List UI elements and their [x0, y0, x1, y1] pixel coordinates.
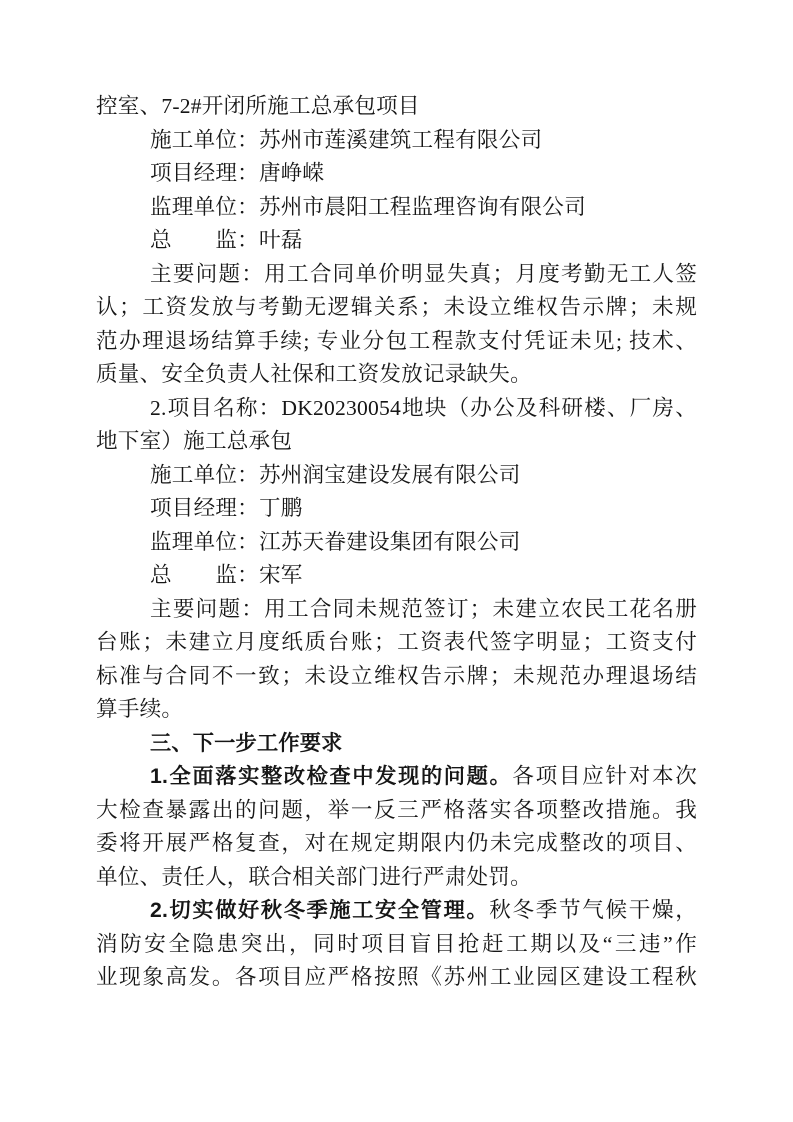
- line-text: 业现象高发。各项目应严格按照《苏州工业园区建设工程秋: [96, 965, 697, 989]
- document-line: [96, 124, 697, 158]
- line-bold-text: 三、下一步工作要求: [150, 731, 343, 755]
- line-bold-text: 1.全面落实整改检查中发现的问题。: [150, 765, 513, 788]
- document-line: [96, 727, 697, 761]
- document-line: [96, 157, 697, 191]
- line-text: 消防安全隐患突出，同时项目盲目抢赶工期以及“三违”作: [96, 931, 697, 956]
- line-text: 监理单位：江苏天眷建设集团有限公司: [150, 529, 521, 554]
- line-text: 委将开展严格复查，对在规定期限内仍未完成整改的项目、: [96, 831, 697, 855]
- document-line: [96, 526, 697, 560]
- document-line: [96, 760, 697, 794]
- line-text: 项目经理：丁鹏: [150, 496, 303, 520]
- line-text: 项目经理：唐峥嵘: [150, 161, 325, 185]
- line-text: 主要问题：用工合同单价明显失真；月度考勤无工人签: [150, 261, 697, 286]
- document-line: [96, 224, 697, 258]
- document-line: [96, 425, 697, 459]
- line-text: 台账；未建立月度纸质台账；工资表代签字明显；工资支付: [96, 630, 697, 654]
- line-text: 总 监：叶磊: [150, 228, 303, 252]
- line-text: 单位、责任人，联合相关部门进行严肃处罚。: [96, 864, 532, 889]
- line-text: 认；工资发放与考勤无逻辑关系；未设立维权告示牌；未规: [96, 295, 697, 319]
- document-line: [96, 861, 697, 895]
- line-text: 地下室）施工总承包: [96, 429, 293, 453]
- document-line: [96, 693, 697, 727]
- line-text: 标准与合同不一致；未设立维权告示牌；未规范办理退场结: [96, 663, 697, 688]
- document-line: [96, 459, 697, 493]
- document-line: [96, 325, 697, 359]
- line-text: 施工单位：苏州市莲溪建筑工程有限公司: [150, 127, 543, 152]
- document-line: [96, 358, 697, 392]
- line-text: 控室、7-2#开闭所施工总承包项目: [96, 94, 420, 118]
- document-line: [96, 258, 697, 292]
- document-line: [96, 559, 697, 593]
- line-text: 范办理退场结算手续; 专业分包工程款支付凭证未见; 技术、: [96, 328, 697, 353]
- document-line: [96, 794, 697, 828]
- line-text: 施工单位：苏州润宝建设发展有限公司: [150, 462, 521, 487]
- line-text: 质量、安全负责人社保和工资发放记录缺失。: [96, 362, 532, 386]
- document-line: [96, 90, 697, 124]
- document-line: [96, 660, 697, 694]
- document-body: [96, 90, 697, 995]
- document-line: [96, 593, 697, 627]
- line-text: 监理单位：苏州市晨阳工程监理咨询有限公司: [150, 194, 586, 219]
- line-text: 2.项目名称：DK20230054地块（办公及科研楼、厂房、: [150, 395, 697, 420]
- line-text: 秋冬季节气候干燥，: [489, 898, 697, 922]
- line-text: 主要问题：用工合同未规范签订；未建立农民工花名册: [150, 596, 697, 621]
- document-line: [96, 827, 697, 861]
- document-line: [96, 492, 697, 526]
- document-line: [96, 928, 697, 962]
- document-line: [96, 961, 697, 995]
- line-text: 各项目应针对本次: [512, 764, 697, 788]
- document-line: [96, 291, 697, 325]
- document-line: [96, 626, 697, 660]
- line-text: 总 监：宋军: [150, 563, 303, 587]
- document-line: [96, 191, 697, 225]
- line-bold-text: 2.切实做好秋冬季施工安全管理。: [150, 899, 490, 922]
- document-line: [96, 392, 697, 426]
- line-text: 大检查暴露出的问题，举一反三严格落实各项整改措施。我: [96, 797, 697, 822]
- document-line: [96, 894, 697, 928]
- line-text: 算手续。: [96, 697, 184, 721]
